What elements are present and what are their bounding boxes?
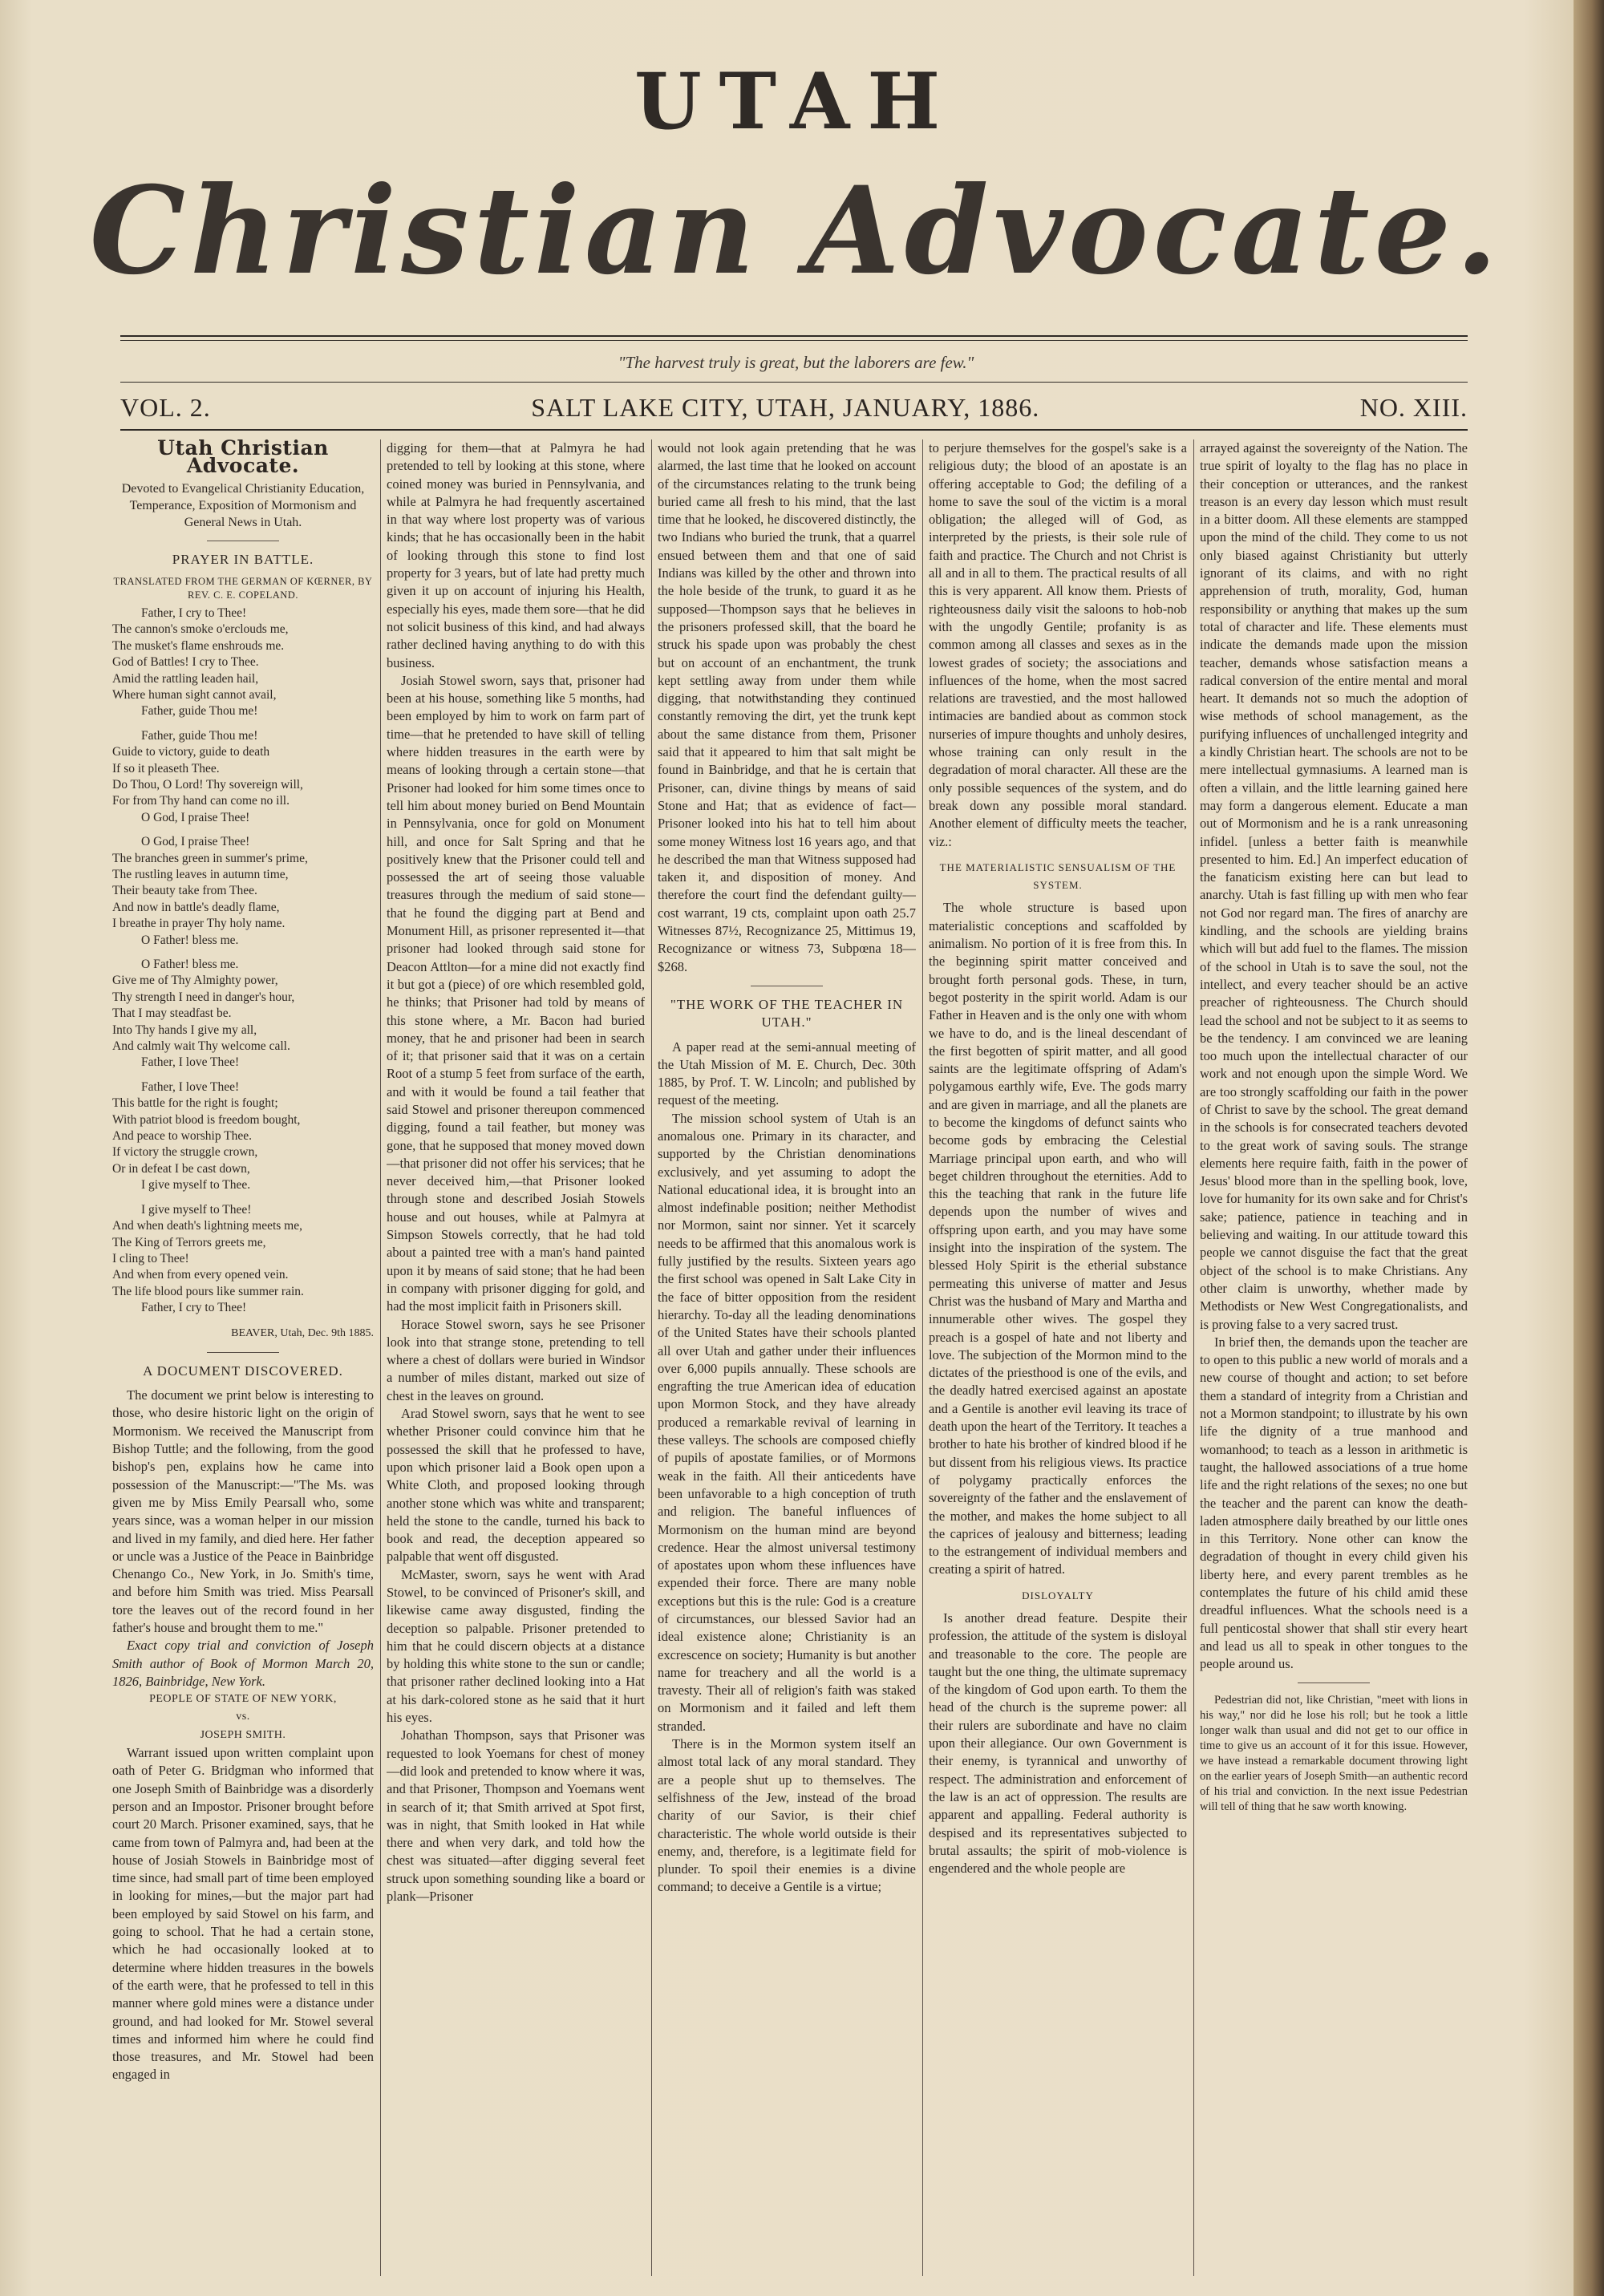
poem-line: O Father! bless me. [141, 933, 239, 947]
poem-line: For from Thy hand can come no ill. [112, 794, 290, 808]
masthead-top: UTAH [634, 56, 958, 147]
masthead-title: Christian Advocate. [89, 160, 1503, 302]
poem [112, 605, 374, 1317]
poem-line: And peace to worship Thee. [112, 1129, 253, 1144]
paragraph: Arad Stowel sworn, says that he went to see whether Prisoner could convince him that he possessed the skill that he professed to have, upon which prisoner laid a Book open upon a White Cloth, and proposed looking through another stone which was white and transparent; held the stone to the candle, turned his back to book and read, the deception appeared so palpable that went off disgusted. [387, 1406, 645, 1565]
case-line: vs. [236, 1711, 250, 1723]
poem-line: With patriot blood is freedom bought, [112, 1112, 301, 1127]
column-4 [929, 439, 1187, 2284]
paper-name: Utah Christian Advocate. [157, 439, 329, 478]
poem-stanza [112, 1202, 374, 1317]
poem-line: O God, I praise Thee! [141, 835, 250, 849]
paragraph: arrayed against the sovereignty of the Nation. The true spirit of loyalty to the flag has no place in their conception or utterances, and the rankest treason is an every day lesson which must result in a bitter doom. All these elements are stampped upon the mind of the child. They come to us not only biased against Christianity but utterly ignorant of its claims, and with no right apprehension of truth, morality, God, human responsibility or anything that makes up the sum total of character and life. These elements must indicate the demands made upon the mission teacher, demands whose satisfaction means a radical conversion of the entire mental and moral heart. It demands not so much the adoption of wise methods of school management, as the purifying influences of unchallenged integrity and a kindly Christian heart. The schools are not to be mere intellectual gymnasiums. A learned man is often a villain, and the little learning gained here may form a dangerous element. Educate a man out of Mormonism and he is a rank unreasoning infidel. [unless a better faith is meanwhile presented to him. Ed.] An imperfect education of the fanaticism existing here can but lead to anarchy. Utah is fast filling up with men who fear not God nor regard man. The fires of anarchy are kindling, and the schools are yielding brains which will but add fuel to the flames. The mission of the school in Utah is to save the soul, not the intellect, and every teacher should be an active preacher of righteousness. The Church should lead the school and not be subject to it as seems to be the tendency. I am convinced we are leaning too much upon the intellectual character of our work and not enough upon the simple Word. We are too strongly scaffolding our faith in the power of Christ to save by the school. The great demand in the schools is for consecrated teachers devoted to the great work of saving souls. The strange elements here require faith, faith in the power of Jesus' blood more than in the spelling book, love, love for humanity for its own sake and for Christ's sake; patience, patience in teaching and in believing and waiting. In our attitude toward this people we cannot disguise the fact that the great object of the school is to make Christians. Any other claim is unworthy, whether made by Methodists or New West Congregationalists, and is proving false to a very sacred trust. [1200, 440, 1468, 1332]
poem-line: Father, I love Thee! [141, 1055, 240, 1070]
poem-line: I cling to Thee! [112, 1251, 189, 1265]
masthead-rule-top [120, 335, 1468, 337]
poem-line: The King of Terrors greets me, [112, 1235, 266, 1249]
paragraph: The mission school system of Utah is an anomalous one. Primary in its character, and supported by the Christian denominations exclusively, and yet assuming to adopt the National educational idea, it is brought into an almost indefinable position; neither Methodist nor Mormon, saint nor sinner. Yet it scarcely needs to be affirmed that this anomalous work is fully justified by the results. Sixteen years ago the first school was opened in Salt Lake City in the face of bitter opposition from the resident hierarchy. To-day all the leading denominations of the United States have their schools planted all over Utah and gather under their influences over 6,000 pupils annually. These schools are engrafting the true American idea of education upon Mormon Stock, and they have already produced a remarkable revival of learning in these valleys. The schools are composed chiefly of pupils of apostate families, or of Mormons weak in the faith. All their anticedents have been unfavorable to a high conception of truth and religion. The baneful influences of Mormonism on the human mind are beyond credence. Hear the almost universal testimony of apostates upon whom these influences have expended their force. There are many noble exceptions but this is the rule: God is a creature of circumstances, our blessed Savior had an ideal existence alone; Christianity is an excrescence on society; Humanity is but another name for treachery and all the world is a travesty. Their all of religion's faith was staked on Mormonism and it failed and left them stranded. [658, 1110, 916, 1734]
poem-line: The musket's flame enshrouds me. [112, 638, 285, 653]
article-intro: A paper read at the semi-annual meeting of the Utah Mission of M. E. Church, Dec. 30th 1885, by Prof. T. W. Lincoln; and published by request of the meeting. [658, 1039, 916, 1108]
paragraph: There is in the Mormon system itself an almost total lack of any moral standard. They are a people shut up to themselves. The selfishness of the Jew, instead of the broad charity of our Savior, is their chief characteristic. The whole world outside is their enemy, and, therefore, is a legitimate field for plunder. To spoil their enemies is a divine command; to deceive a Gentile is a virtue; [658, 1736, 916, 1895]
paragraph: Is another dread feature. Despite their profession, the attitude of the system is disloyal and treasonable to the core. The people are taught but the one thing, the ultimate supremacy of the kingdom of God upon earth. To them the head of the church is the supreme power: all their rulers are subordinate and have no claim upon their allegiance. Our own Government is their enemy, is tyrannical and unworthy of respect. The administration and enforcement of the law is an act of oppression. The results are apparent and appalling. Federal authority is despised and its representatives subjected to brutal assaults; the spirit of mob-violence is engendered and the whole people are [929, 1610, 1187, 1877]
paragraph: would not look again pretending that he was alarmed, the last time that he looked on account of the circumstances relating to the trunk being buried came all fresh to his mind, that the last time that he looked, he discovered distinctly, the two Indians who buried the trunk, that a quarrel ensued between them and that one of said Indians was killed by the other and thrown into the hole beside of the trunk, to guard it as he supposed—Thompson says that he believes in the prisoners professed skill, that the board he struck his spade upon was probably the chest but on account of an enchantment, the trunk kept settling away from under them while digging, that notwithstanding they continued constantly removing the dirt, yet the trunk kept about the same distance from them, Prisoner said that it appeared to him that salt might be found in Bainbridge, and that he is certain that Prisoner, can, divine things by means of said Stone and Hat; that as evidence of fact—Prisoner looked into his hat to tell him about some money Witness lost 16 years ago, and that he described the man that Witness supposed had taken it, and disposition of money. And therefore the court find the defendant guilty—cost warrant, 19 cts, complaint upon oath 25.7 Witnesses 87½, Recognizance 25, Mittimus 19, Recognizance or witness 73, Subpœna 18—$268. [658, 440, 916, 974]
editor-note: Pedestrian did not, like Christian, "meet with lions in his way," nor did he lose his roll; but he took a little longer walk than usual and did not get to our office in time to give us an account of it for this issue. However, we have instead a remarkable document throwing light on the earlier years of Joseph Smith—an authentic record of his trial and conviction. In the next issue Pedestrian will tell of thing that he saw worth knowing. [1200, 1694, 1468, 1814]
poem-credit: TRANSLATED FROM THE GERMAN OF KŒRNER, BY REV. C. E. COPELAND. [113, 575, 373, 601]
poem-line: Father, I cry to Thee! [141, 1301, 247, 1315]
poem-stanza [112, 957, 374, 1071]
dateline [120, 393, 1468, 423]
column-divider [651, 439, 652, 2276]
poem-stanza [112, 605, 374, 720]
poem-line: This battle for the right is fought; [112, 1096, 278, 1111]
poem-line: And when from every opened vein. [112, 1268, 289, 1282]
poem-line: God of Battles! I cry to Thee. [112, 655, 259, 670]
poem-line: I breathe in prayer Thy holy name. [112, 917, 286, 931]
paragraph: to perjure themselves for the gospel's sake is a religious duty; the blood of an apostate is an offering acceptable to God; the defiling of a home to save the soul of the victim is a moral obligation; the alleged will of God, as interpreted by the priests, is their sole rule of faith and practice. The Church and not Christ is all and in all to them. The practical results of all this is very apparent. All know them. Priests of righteousness daily visit the saloons to hob-nob with the ungodly Gentile; profanity is as common among all classes and sexes as in the lowest grades of society; the associations and influences of the home, when the most sacred relations are travestied, and the most hallowed intimacies are bandied about as common stock nurseries of impure thoughts and unholy desires, whose training can only result in the degradation of moral character. All these are the only possible sequences of the system, and do break down any possible moral standard. Another element of difficulty meets the teacher, viz.: [929, 440, 1187, 849]
poem-stanza [112, 834, 374, 949]
document-intro: The document we print below is interesting to those, who desire historic light on the origin of Mormonism. We received the Manuscript from Bishop Tuttle; and the following, from the good bishop's pen, explains how he came into possession of the Manuscript:—"The Ms. was given me by Miss Emily Pearsall who, some years since, was a woman helper in our mission and lived in my family, and died here. Her father or uncle was a Justice of the Peace in Bainbridge Chenango Co., New York, in Jo. Smith's time, and before him Smith was tried. Miss Pearsall tore the leaves out of the record found in her father's house and brought them to me." [112, 1387, 374, 1635]
binding-edge [1574, 0, 1604, 2296]
poem-signature: BEAVER, Utah, Dec. 9th 1885. [231, 1326, 374, 1339]
columns [112, 439, 1468, 2284]
paragraph: Johathan Thompson, says that Prisoner was requested to look Yoemans for chest of money—did look and pretended to know where it was, and that Prisoner, Thompson and Yoemans went in search of it; that Smith arrived at Spot first, was in night, that Smith looked in Hat while there and when very dark, and told how the chest was situated—after digging several feet struck upon something sounding like a board or plank—Prisoner [387, 1727, 645, 1905]
column-3 [658, 439, 916, 2284]
poem-line: Father, guide Thou me! [141, 704, 258, 719]
paragraph: The whole structure is based upon materialistic conceptions and scaffolded by animalism. No portion of it is free from this. In the beginning spirit matter conceived and brought forth personal gods. These, in turn, begot posterity in the spirit world. Adam is our Father in Heaven and is the only one with whom we have to do, and is the lineal descendant of the first begotten of spirit matter, and all good saints are the legitimate offspring of Adam's polygamous earthly wife, Eve. The gods marry and are given in marriage, and all the planets are to become the kingdoms of defunct saints who become gods by embracing the Celestial Marriage principal upon earth, and who will beget children throughout the eternities. Add to this the teaching that rank in the future life depends upon the number of wives and offspring upon earth, and you may have some insight into the inspiration of the system. The blessed Holy Spirit is the etherial substance permeating this universe of matter and Jesus Christ was the husband of Mary and Martha and innumerable other wives. The gospel they preach is a gospel of hate and not liberty and love. The subjection of the Mormon mind to the dictates of the priesthood is one of the evils, and the deadly hatred exercised against an apostate and a Gentile is another evil leaving its trace of death upon the heart of the Territory. It teaches a brother to hate his brother of kindred blood if he but dissent from his religious views. Its practice of polygamy practically enforces the sovereignty of the father and the enslavement of the mother, and makes the home subject to all the caprices of jealousy and bitterness; leading to the estrangement of individual members and creating a spirit of hatred. [929, 900, 1187, 1577]
poem-line: I give myself to Thee! [141, 1202, 252, 1217]
document-note: Exact copy trial and conviction of Joseph Smith author of Book of Mormon March 20, 1826, Bainbridge, New York. [112, 1638, 374, 1689]
document-title: A DOCUMENT DISCOVERED. [143, 1363, 343, 1379]
column-divider [380, 439, 381, 2276]
warrant-text: Warrant issued upon written complaint upon oath of Peter G. Bridgman who informed that one Joseph Smith of Bainbridge was a disorderly person and an Impostor. Prisoner brought before court 20 March. Prisoner examined, says, that he came from town of Palmyra and, had been at the house of Josiah Stowels in Bainbridge most of time since, had small part of time been employed in looking for mines,—but the major part had been employed by said Stowel on his farm, and going to school. That he had a certain stone, which he had occasionally looked at to determine where hidden treasures in the bowels of the earth were, that he professed to tell in this manner where gold mines were a distance under ground, and had looked for Mr. Stowel several times and informed him where he could find those treasures, and Mr. Stowel had been engaged in [112, 1745, 374, 2083]
poem-line: And calmly wait Thy welcome call. [112, 1039, 290, 1054]
poem-line: If victory the struggle crown, [112, 1145, 258, 1160]
dateline-rule-top [120, 382, 1468, 383]
poem-line: That I may steadfast be. [112, 1006, 232, 1021]
poem-stanza [112, 728, 374, 826]
poem-line: Father, I love Thee! [141, 1079, 240, 1094]
poem-line: Into Thy hands I give my all, [112, 1022, 257, 1037]
poem-line: Thy strength I need in danger's hour, [112, 990, 295, 1004]
poem-line: If so it pleaseth Thee. [112, 761, 220, 775]
column-1 [112, 439, 374, 2284]
section-heading: THE MATERIALISTIC SENSUALISM OF THE SYSTEM. [939, 860, 1177, 892]
article-title: "THE WORK OF THE TEACHER IN UTAH." [670, 996, 904, 1031]
poem-line: Do Thou, O Lord! Thy sovereign will, [112, 777, 303, 792]
masthead-rule-top-thin [120, 340, 1468, 341]
tagline: Devoted to Evangelical Christianity Education, Temperance, Exposition of Mormonism and General News in Utah. [121, 481, 365, 529]
motto: "The harvest truly is great, but the laborers are few." [618, 353, 974, 372]
poem-line: Amid the rattling leaden hail, [112, 671, 259, 686]
case-title [112, 1691, 374, 1744]
column-divider [1193, 439, 1194, 2276]
poem-title: PRAYER IN BATTLE. [172, 551, 314, 567]
poem-line: Or in defeat I be cast down, [112, 1161, 250, 1176]
paragraph: McMaster, sworn, says he went with Arad Stowel, to be convinced of Prisoner's skill, and likewise came away disgusted, finding the deception so palpable. Prisoner pretended to him that he could discern objects at a distance by holding this white stone to the sun or candle; that prisoner rather declined looking into a Hat at his dark-colored stone as he said that it hurt his eyes. [387, 1566, 645, 1726]
dateline-rule-bottom [120, 429, 1468, 431]
poem-line: O God, I praise Thee! [141, 810, 250, 824]
paragraph: Horace Stowel sworn, says he see Prisoner look into that strange stone, pretending to tell where a chest of dollars were buried in Windsor a number of miles distant, marked out size of chest in the leaves on ground. [387, 1316, 645, 1403]
column-5 [1200, 439, 1468, 2284]
poem-line: Where human sight cannot avail, [112, 687, 277, 702]
poem-line: And when death's lightning meets me, [112, 1219, 302, 1233]
poem-line: Their beauty take from Thee. [112, 884, 257, 898]
poem-line: The branches green in summer's prime, [112, 851, 308, 865]
poem-line: Father, guide Thou me! [141, 728, 258, 743]
poem-line: I give myself to Thee. [141, 1178, 251, 1193]
volume: VOL. 2. [120, 393, 211, 422]
poem-line: Father, I cry to Thee! [141, 605, 247, 620]
paragraph: Josiah Stowel sworn, says that, prisoner had been at his house, something like 5 months, had been employed by him to work on farm part of time—that he pretended to have skill of telling where hidden treasures in the earth were by means of looking through a certain stone—that Prisoner had looked for him some times once to tell him about money buried on Bend Mountain in Pennsylvania, once for gold on Monument hill, and once for Salt Spring and that he positively knew that the Prisoner could tell and possessed the art of seeing those valuable treasures through the medium of said stone—that he found the digging part at Bend and Monument Hill, as prisoner represented it—that prisoner had looked through said stone for Deacon Attlton—for a mine did not exactly find it but got a (piece) of ore which resembled gold, he thinks; that Prisoner had told by means of this stone where, a Mr. Bacon had buried money, that he and prisoner had been in search of it; that prisoner said that it was on a certain Root of a stump 5 feet from surface of the earth, and with it would be found a tail feather that said Stowel and prisoner thereupon commenced digging, found a tail feather, but money was gone, that he supposed that money moved down—that prisoner did not offer his services; that he never deceived him,—that Prisoner looked through stone and described Josiah Stowels house and out houses, while at Palmyra at Simpson Stowels correctly, that he had told about a painted tree with a man's hand painted upon it by means of said stone; that he had been in company with prisoner digging for gold, and had the most implicit faith in Prisoners skill. [387, 672, 645, 1314]
column-divider [922, 439, 923, 2276]
place-date: SALT LAKE CITY, UTAH, JANUARY, 1886. [531, 393, 1040, 422]
poem-line: The rustling leaves in autumn time, [112, 867, 289, 881]
case-line: PEOPLE OF STATE OF NEW YORK, [149, 1693, 337, 1706]
poem-line: Guide to victory, guide to death [112, 745, 270, 759]
case-line: JOSEPH SMITH. [200, 1728, 286, 1741]
poem-line: O Father! bless me. [141, 958, 239, 972]
poem-line: The cannon's smoke o'erclouds me, [112, 622, 289, 637]
poem-line: Give me of Thy Almighty power, [112, 974, 278, 988]
poem-line: The life blood pours like summer rain. [112, 1284, 304, 1298]
section-heading: DISLOYALTY [1022, 1589, 1094, 1602]
column-2 [387, 439, 645, 2284]
poem-line: And now in battle's deadly flame, [112, 900, 280, 914]
poem-stanza [112, 1079, 374, 1194]
issue-number: NO. XIII. [1359, 393, 1468, 422]
paragraph: In brief then, the demands upon the teacher are to open to this public a new world of morals and a new course of thought and action; to set before them a standard of integrity from a Christian and not a Mormon standpoint; to illustrate by his own life the dignity of a true manhood and womanhood; to teach as a lesson in arithmetic is taught, the hallowed associations of a true home life and the right relations of the sexes; no one but the teacher and the parent can know the death-laden atmosphere daily breathed by our little ones in this Territory. None other can know the degradation of thought in every child given his liberty here, and every parent trembles as he contemplates the future of his child amid these dreadful influences. What the schools need is a full penticostal shower that shall stir every heart and lead us all to speak in other tongues to the people around us. [1200, 1334, 1468, 1672]
divider [207, 1352, 279, 1353]
paragraph: digging for them—that at Palmyra he had pretended to tell by looking at this stone, where coined money was buried in Pennsylvania, and while at Palmyra he had frequently ascertained in that way where lost property was of various kinds; that he has occasionally been in the habit of looking through this stone to find lost property for 3 years, but of late had pretty much given it up on account of injuring his Health, especially his eyes, made them sore—that he did not solicit business of this kind, and had always rather declined having anything to do with this business. [387, 440, 645, 670]
